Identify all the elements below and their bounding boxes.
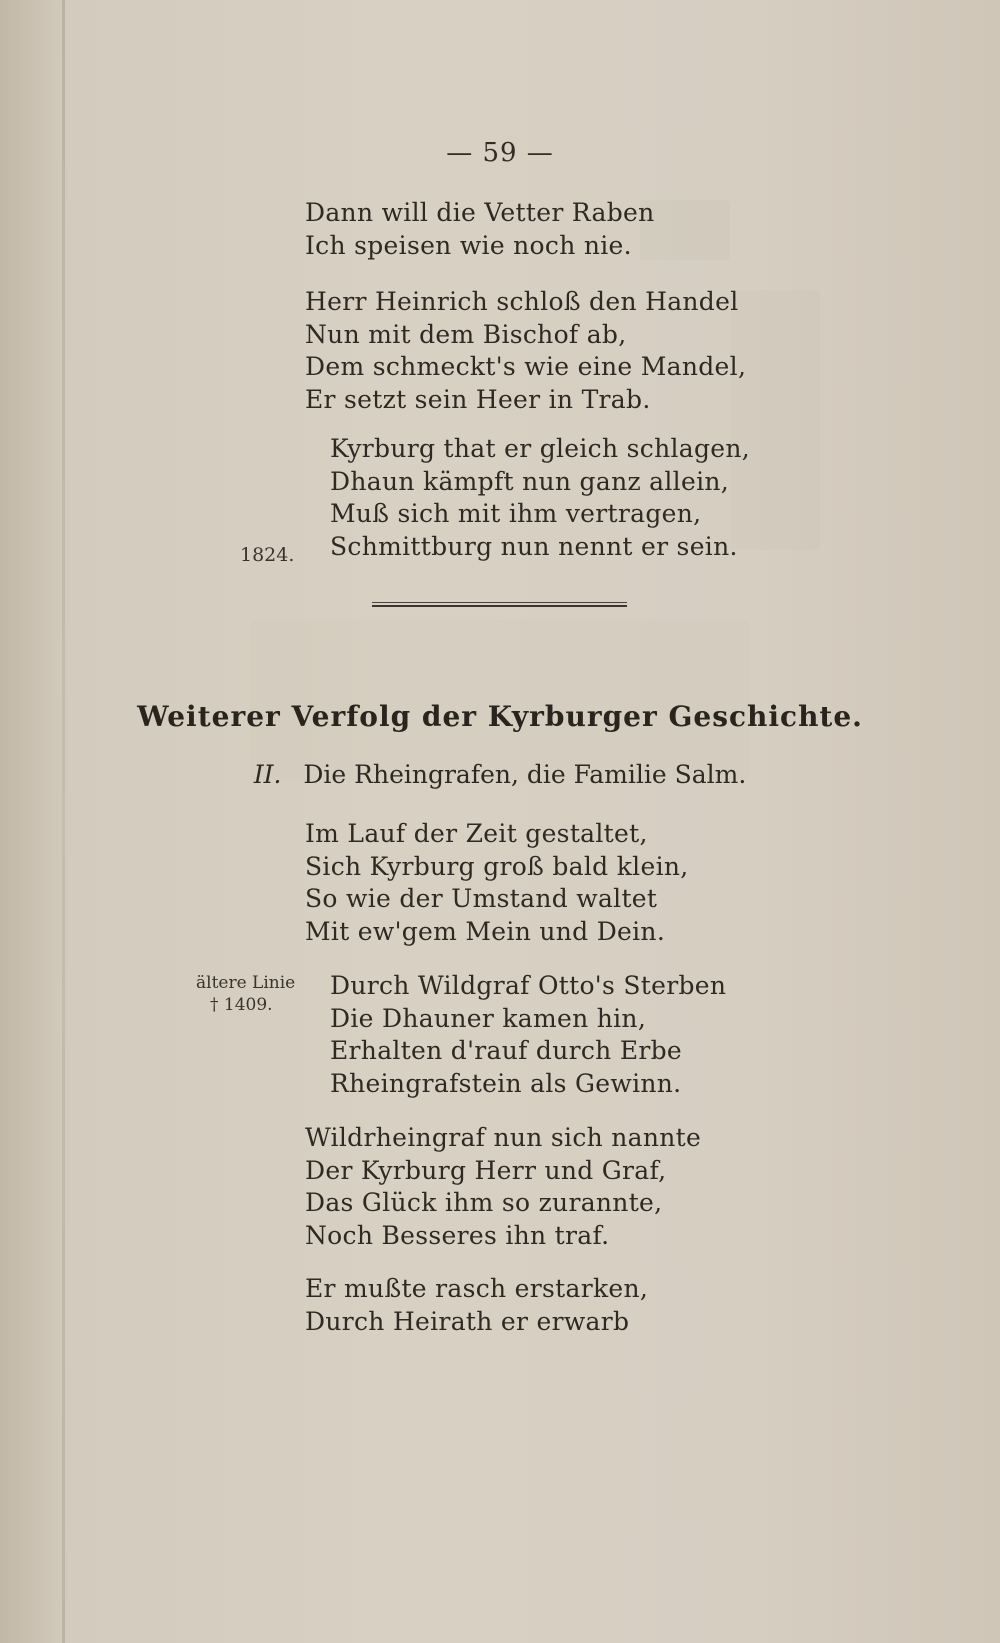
verse-line: Im Lauf der Zeit gestaltet, [305, 819, 648, 848]
verse-line: Die Dhauner kamen hin, [330, 1003, 647, 1033]
verse-line: Durch Wildgraf Otto's Sterben [330, 971, 727, 1000]
verse-line: Er mußte rasch erstarken, [305, 1274, 649, 1303]
verse-line: Noch Besseres ihn traf. [305, 1220, 610, 1250]
verse-line: Sich Kyrburg groß bald klein, [305, 851, 689, 881]
verse-line: Dann will die Vetter Raben [305, 198, 655, 227]
section-divider [372, 602, 627, 610]
verse-line: Kyrburg that er gleich schlagen, [330, 434, 751, 463]
verse-line: Er setzt sein Heer in Trab. [305, 384, 651, 414]
verse-line: Der Kyrburg Herr und Graf, [305, 1155, 667, 1185]
verse-line: So wie der Umstand waltet [305, 884, 658, 913]
verse-line: Herr Heinrich schloß den Handel [305, 287, 739, 316]
verse-line: Dem schmeckt's wie eine Mandel, [305, 352, 747, 381]
margin-note-linie [196, 972, 295, 1016]
verse-line: Dhaun kämpft nun ganz allein, [330, 466, 730, 496]
section-subtitle [0, 760, 1000, 789]
verse-line: Das Glück ihm so zurannte, [305, 1188, 663, 1217]
stanza [305, 197, 655, 262]
page-number: — 59 — [446, 138, 554, 168]
verse-line: Wildrheingraf nun sich nannte [305, 1123, 702, 1152]
subtitle-text: Die Rheingrafen, die Familie Salm. [303, 760, 747, 789]
divider-thick-line [372, 605, 627, 607]
verse-line: Rheingrafstein als Gewinn. [330, 1068, 682, 1098]
verse-line: Durch Heirath er erwarb [305, 1306, 630, 1336]
verse-line: Muß sich mit ihm vertragen, [330, 499, 702, 528]
divider-thin-line [372, 602, 627, 603]
margin-note-line: ältere Linie [196, 973, 296, 993]
stanza [305, 818, 689, 948]
margin-note-line: † 1409. [210, 995, 273, 1015]
margin-note-year: 1824. [240, 544, 295, 566]
section-title: Weiterer Verfolg der Kyrburger Geschichte. [137, 700, 863, 733]
stanza [305, 1122, 701, 1252]
subtitle-number: II. [253, 760, 282, 789]
page-gutter-edge [62, 0, 65, 1643]
verse-line: Nun mit dem Bischof ab, [305, 319, 627, 349]
stanza [330, 970, 726, 1100]
stanza [305, 1273, 648, 1338]
verse-line: Erhalten d'rauf durch Erbe [330, 1036, 683, 1065]
verse-line: Schmittburg nun nennt er sein. [330, 531, 738, 561]
stanza [330, 433, 750, 563]
verse-line: Mit ew'gem Mein und Dein. [305, 916, 666, 946]
stanza [305, 286, 746, 416]
verse-line: Ich speisen wie noch nie. [305, 230, 632, 260]
